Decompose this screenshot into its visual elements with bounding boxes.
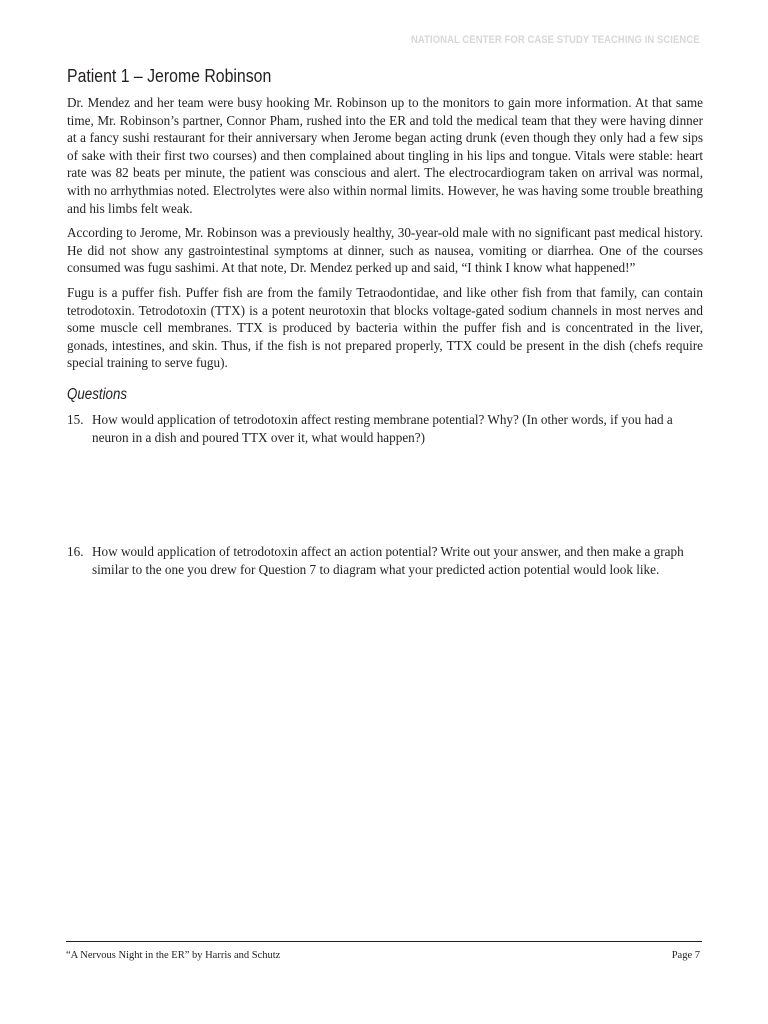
paragraph-fugu: Fugu is a puffer fish. Puffer fish are from the family Tetraodontidae, and like other fish from that family, can contain tetrodotoxin. Tetrodotoxin (TTX) is a potent neurotoxin that blocks voltage-gated sodium channels in most nerves and some muscle cell membranes. TTX is produced by bacteria within the puffer fish and is concentrated in the liver, gonads, intestines, and skin. Thus, if the fish is not prepared properly, TTX could be present in the dish (chefs require special training to serve fugu).: [67, 284, 703, 371]
footer-divider: [66, 941, 702, 942]
question-item: [67, 411, 703, 446]
question-text: How would application of tetrodotoxin affect resting membrane potential? Why? (In other words, if you had a neuron in a dish and poured TTX over it, what would happen?): [92, 411, 673, 445]
section-title: Patient 1 – Jerome Robinson: [67, 66, 272, 86]
organization-header: NATIONAL CENTER FOR CASE STUDY TEACHING IN SCIENCE: [411, 34, 700, 46]
question-number: 15.: [67, 411, 84, 427]
questions-heading: Questions: [67, 385, 128, 403]
question-text: How would application of tetrodotoxin affect an action potential? Write out your answer, and then make a graph similar to the one you drew for Question 7 to diagram what your predicted action potential would look like.: [92, 544, 684, 577]
main-content: [67, 66, 703, 578]
paragraph-arrival: Dr. Mendez and her team were busy hooking Mr. Robinson up to the monitors to gain more information. At that same time, Mr. Robinson’s partner, Connor Pham, rushed into the ER and told the medical team that they were having dinner at a fancy sushi restaurant for their anniversary when Jerome began acting drunk (even though they only had a few sips of sake with their first two courses) and then complained about tingling in his lips and tongue. Vitals were stable: heart rate was 82 beats per minute, the patient was conscious and alert. The electrocardiogram taken on arrival was normal, with no arrhythmias noted. Electrolytes were also within normal limits. However, he was having some trouble breathing and his limbs felt weak.: [67, 95, 703, 216]
question-item: [67, 543, 703, 578]
footer-citation: “A Nervous Night in the ER” by Harris and Schutz: [66, 950, 281, 961]
question-number: 16.: [67, 544, 84, 560]
paragraph-history: According to Jerome, Mr. Robinson was a previously healthy, 30-year-old male with no significant past medical history. He did not show any gastrointestinal symptoms at dinner, such as nausea, vomiting or diarrhea. One of the courses consumed was fugu sashimi. At that note, Dr. Mendez perked up and said, “I think I know what happened!”: [67, 225, 703, 276]
page-number: Page 7: [671, 950, 700, 961]
